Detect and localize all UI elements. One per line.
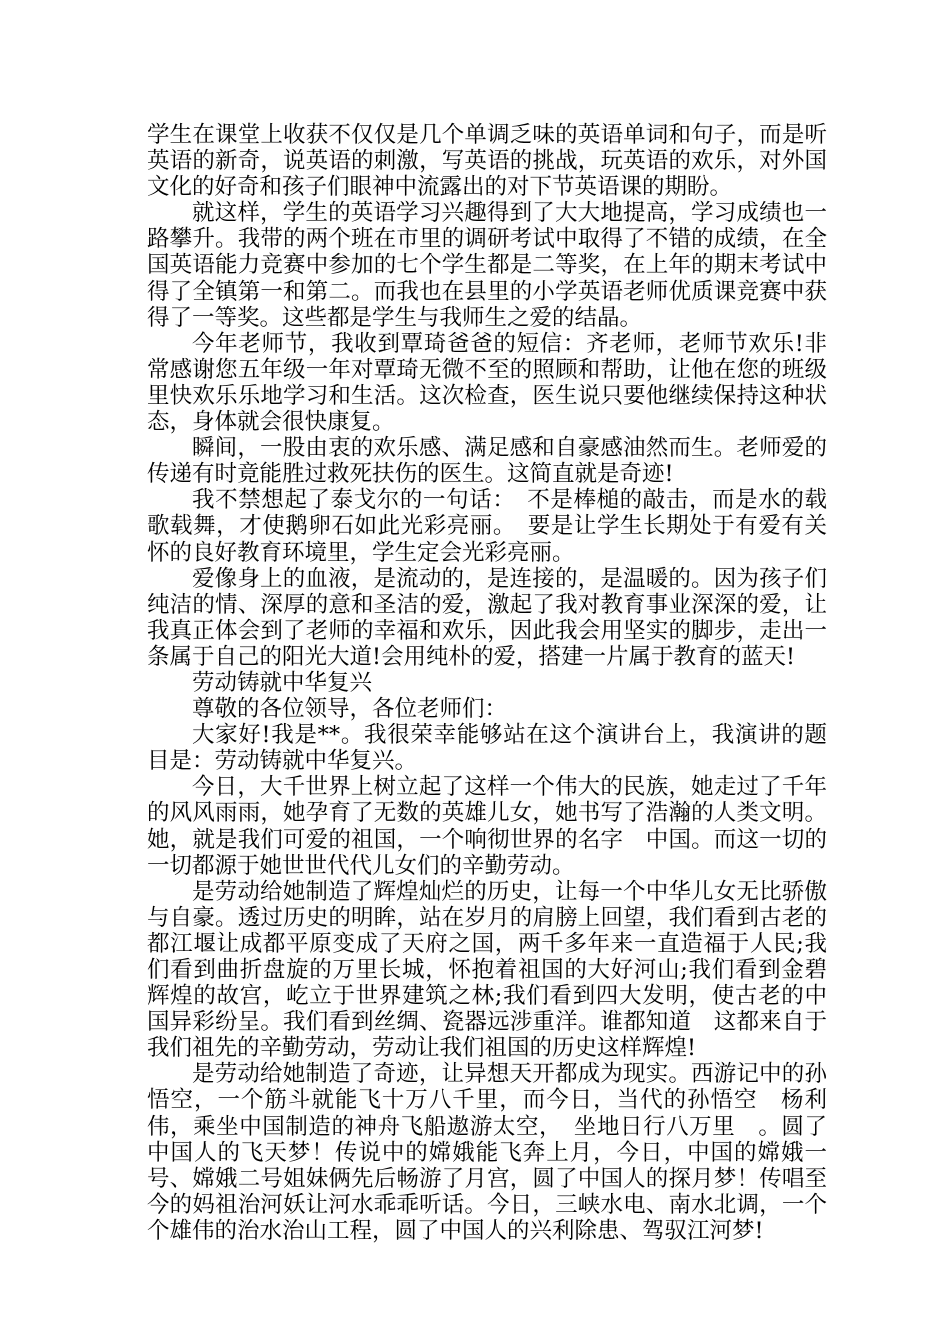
document-body [147, 122, 827, 1244]
paragraph: 瞬间，一股由衷的欢乐感、满足感和自豪感油然而生。老师爱的传递有时竟能胜过救死扶伤的医生。这简直就是奇迹! [147, 435, 827, 488]
paragraph: 大家好!我是**。我很荣幸能够站在这个演讲台上，我演讲的题目是：劳动铸就中华复兴。 [147, 722, 827, 775]
paragraph: 我不禁想起了泰戈尔的一句话： 不是棒槌的敲击，而是水的载歌载舞，才使鹅卵石如此光彩亮丽。 要是让学生长期处于有爱有关怀的良好教育环境里，学生定会光彩亮丽。 [147, 487, 827, 566]
paragraph: 是劳动给她制造了奇迹，让异想天开都成为现实。西游记中的孙悟空，一个筋斗就能飞十万八千里，而今日，当代的孙悟空 杨利伟，乘坐中国制造的神舟飞船遨游太空， 坐地日行八万里 。圆了中国人的飞天梦！传说中的嫦娥能飞奔上月，今日，中国的嫦娥一号、嫦娥二号姐妹俩先后畅游了月宫，圆了中国人的探月梦！传唱至今的妈祖治河妖让河水乖乖听话。今日，三峡水电、南水北调，一个个雄伟的治水治山工程，圆了中国人的兴利除患、驾驭江河梦! [147, 1061, 827, 1244]
paragraph: 是劳动给她制造了辉煌灿烂的历史，让每一个中华儿女无比骄傲与自豪。透过历史的明眸，站在岁月的肩膀上回望，我们看到古老的都江堰让成都平原变成了天府之国，两千多年来一直造福于人民;我们看到曲折盘旋的万里长城，怀抱着祖国的大好河山;我们看到金碧辉煌的故宫，屹立于世界建筑之林;我们看到四大发明，使古老的中国异彩纷呈。我们看到丝绸、瓷器远涉重洋。谁都知道 这都来自于我们祖先的辛勤劳动，劳动让我们祖国的历史这样辉煌! [147, 878, 827, 1062]
paragraph: 学生在课堂上收获不仅仅是几个单调乏味的英语单词和句子，而是听英语的新奇，说英语的刺激，写英语的挑战，玩英语的欢乐，对外国文化的好奇和孩子们眼神中流露出的对下节英语课的期盼。 [147, 122, 827, 201]
paragraph: 今日，大千世界上树立起了这样一个伟大的民族，她走过了千年的风风雨雨，她孕育了无数的英雄儿女，她书写了浩瀚的人类文明。她，就是我们可爱的祖国，一个响彻世界的名字 中国。而这一切的一切都源于她世世代代儿女们的辛勤劳动。 [147, 774, 827, 879]
paragraph: 就这样，学生的英语学习兴趣得到了大大地提高，学习成绩也一路攀升。我带的两个班在市里的调研考试中取得了不错的成绩，在全国英语能力竞赛中参加的七个学生都是二等奖，在上年的期末考试中得了全镇第一和第二。而我也在县里的小学英语老师优质课竞赛中获得了一等奖。这些都是学生与我师生之爱的结晶。 [147, 200, 827, 331]
paragraph: 今年老师节，我收到覃琦爸爸的短信：齐老师，老师节欢乐!非常感谢您五年级一年对覃琦无微不至的照顾和帮助，让他在您的班级里快欢乐乐地学习和生活。这次检查，医生说只要他继续保持这种状态，身体就会很快康复。 [147, 330, 827, 436]
salutation: 尊敬的各位领导，各位老师们： [192, 696, 508, 723]
paragraph: 爱像身上的血液，是流动的，是连接的，是温暖的。因为孩子们纯洁的情、深厚的意和圣洁的爱，激起了我对教育事业深深的爱，让我真正体会到了老师的幸福和欢乐，因此我会用坚实的脚步，走出一条属于自己的阳光大道!会用纯朴的爱，搭建一片属于教育的蓝天! [147, 565, 827, 670]
section-title: 劳动铸就中华复兴 [192, 669, 373, 696]
